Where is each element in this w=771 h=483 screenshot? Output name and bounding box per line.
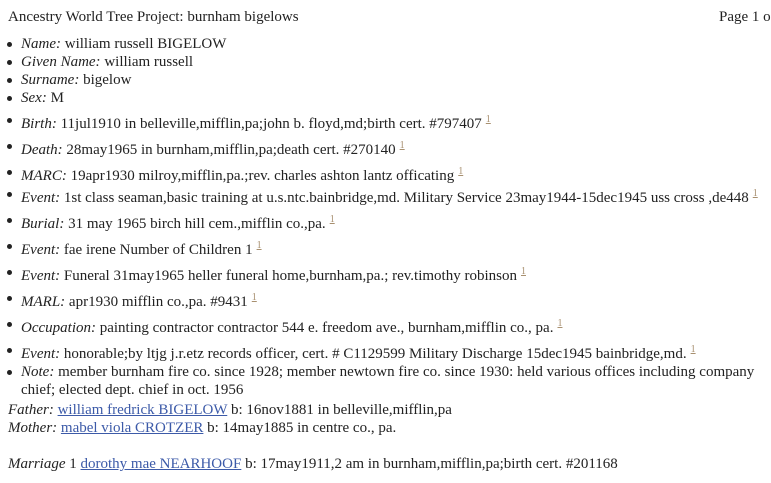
fact-value: 19apr1930 milroy,mifflin,pa.;rev. charles ashton lantz officating <box>70 168 455 184</box>
fact-label: Occupation: <box>21 320 96 336</box>
marriage-number: 1 <box>69 456 77 472</box>
bullet-icon <box>7 322 12 327</box>
fact-label: MARC: <box>21 168 67 184</box>
fact-label: Event: <box>21 190 61 206</box>
fact-label: Event: <box>21 346 61 362</box>
bullet-icon <box>7 192 12 197</box>
fact-sex <box>7 89 769 107</box>
source-link[interactable]: 1 <box>251 292 257 303</box>
source-link[interactable]: 1 <box>752 188 758 199</box>
fact-label: Burial: <box>21 216 65 232</box>
fact-event-military-service <box>7 185 769 207</box>
mother-line <box>8 419 452 437</box>
fact-birth <box>7 111 769 133</box>
fact-value: 31 may 1965 birch hill cem.,mifflin co.,pa. <box>68 216 326 232</box>
bullet-icon <box>7 244 12 249</box>
fact-value: honorable;by ltjg j.r.etz records officer, cert. # C1129599 Military Discharge 15dec1945 bainbridge,md. <box>63 346 687 362</box>
fact-label: Surname: <box>21 72 80 88</box>
bullet-icon <box>7 370 12 375</box>
fact-label: Given Name: <box>21 54 101 70</box>
fact-death <box>7 137 769 159</box>
fact-value: 11jul1910 in belleville,mifflin,pa;john b. floyd,md;birth cert. #797407 <box>60 116 482 132</box>
fact-value: apr1930 mifflin co.,pa. #9431 <box>68 294 248 310</box>
spouse-link[interactable]: dorothy mae NEARHOOF <box>80 456 242 472</box>
fact-value: william russell BIGELOW <box>64 36 227 52</box>
fact-label: Death: <box>21 142 63 158</box>
bullet-icon <box>7 118 12 123</box>
fact-label: Note: <box>21 364 55 380</box>
fact-value: painting contractor contractor 544 e. freedom ave., burnham,mifflin co., pa. <box>99 320 554 336</box>
fact-given-name <box>7 53 769 71</box>
fact-value: Funeral 31may1965 heller funeral home,burnham,pa.; rev.timothy robinson <box>63 268 517 284</box>
fact-value: 28may1965 in burnham,mifflin,pa;death cert. #270140 <box>66 142 396 158</box>
source-link[interactable]: 1 <box>690 344 696 355</box>
marriage-info: b: 17may1911,2 am in burnham,mifflin,pa;birth cert. #201168 <box>245 456 618 472</box>
bullet-icon <box>7 348 12 353</box>
fact-value: fae irene Number of Children 1 <box>63 242 253 258</box>
fact-list <box>7 35 769 399</box>
bullet-icon <box>7 78 12 83</box>
fact-burial <box>7 211 769 233</box>
father-line <box>8 401 452 419</box>
mother-info: b: 14may1885 in centre co., pa. <box>207 420 397 436</box>
father-label: Father: <box>8 402 54 418</box>
parents-section <box>8 401 452 437</box>
source-link[interactable]: 1 <box>557 318 563 329</box>
source-link[interactable]: 1 <box>458 166 464 177</box>
fact-marc <box>7 163 769 185</box>
fact-marl <box>7 289 769 311</box>
fact-surname <box>7 71 769 89</box>
source-link[interactable]: 1 <box>256 240 262 251</box>
fact-name <box>7 35 769 53</box>
fact-event-funeral <box>7 263 769 285</box>
fact-value: william russell <box>104 54 194 70</box>
fact-value: member burnham fire co. since 1928; member newtown fire co. since 1930: held various offices including company chief; elected dept. chief in oct. 1956 <box>21 364 755 398</box>
source-link[interactable]: 1 <box>329 214 335 225</box>
father-info: b: 16nov1881 in belleville,mifflin,pa <box>231 402 452 418</box>
fact-event-military-discharge <box>7 341 769 363</box>
fact-label: Event: <box>21 242 61 258</box>
bullet-icon <box>7 170 12 175</box>
fact-value: bigelow <box>83 72 132 88</box>
bullet-icon <box>7 218 12 223</box>
bullet-icon <box>7 42 12 47</box>
father-link[interactable]: william fredrick BIGELOW <box>57 402 228 418</box>
fact-value: M <box>50 90 64 106</box>
fact-label: MARL: <box>21 294 66 310</box>
fact-occupation <box>7 315 769 337</box>
marriage-label: Marriage <box>8 456 66 472</box>
fact-label: Birth: <box>21 116 57 132</box>
bullet-icon <box>7 296 12 301</box>
source-link[interactable]: 1 <box>399 140 405 151</box>
fact-note <box>7 363 769 399</box>
page-title: Ancestry World Tree Project: burnham bigelows <box>8 9 299 25</box>
source-link[interactable]: 1 <box>520 266 526 277</box>
fact-label: Sex: <box>21 90 47 106</box>
bullet-icon <box>7 96 12 101</box>
marriage-line <box>8 455 618 473</box>
fact-label: Event: <box>21 268 61 284</box>
fact-label: Name: <box>21 36 61 52</box>
source-link[interactable]: 1 <box>485 114 491 125</box>
bullet-icon <box>7 144 12 149</box>
mother-link[interactable]: mabel viola CROTZER <box>60 420 204 436</box>
fact-event-children <box>7 237 769 259</box>
bullet-icon <box>7 60 12 65</box>
fact-value: 1st class seaman,basic training at u.s.ntc.bainbridge,md. Military Service 23may1944-15dec1945 uss cross ,de448 <box>63 190 749 206</box>
mother-label: Mother: <box>8 420 58 436</box>
bullet-icon <box>7 270 12 275</box>
page-number: Page 1 o <box>719 9 771 25</box>
